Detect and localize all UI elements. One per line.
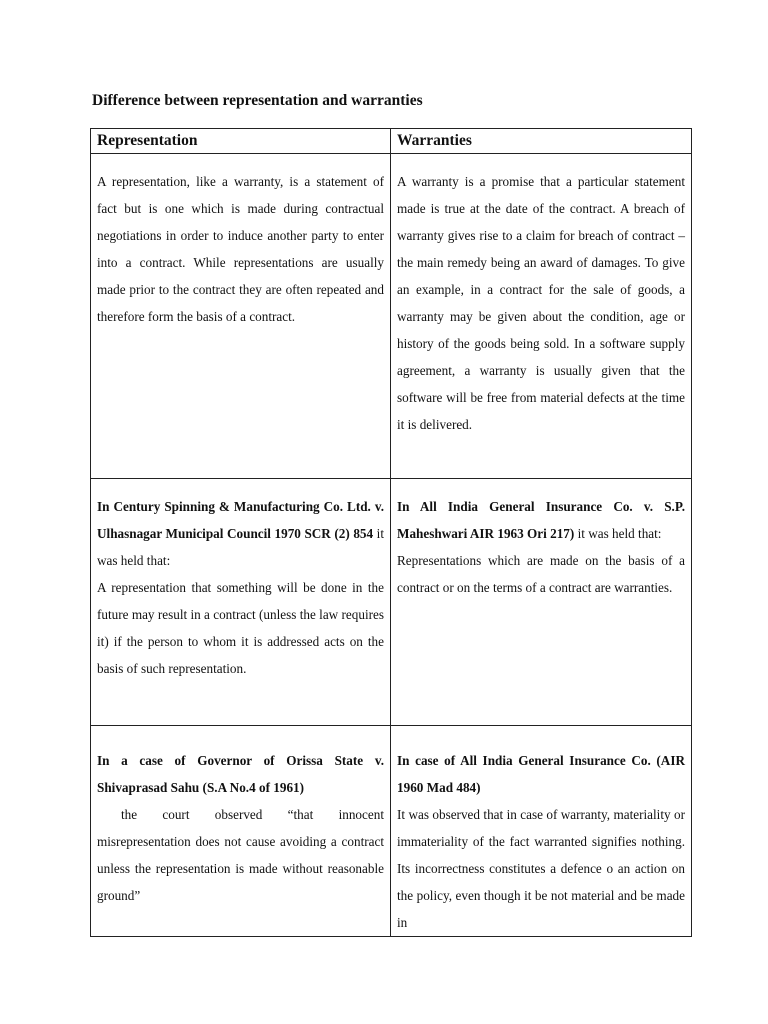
warranty-definition: A warranty is a promise that a particular statement made is true at the date of the contract. A breach of warranty gives rise to a claim for breach of contract – the main remedy being an award of damages. To give an example, in a contract for the sale of goods, a warranty may be given about the condition, age or history of the goods being sold. In a software supply agreement, a warranty is usually given that the software will be free from material defects at the time it is delivered. [397, 174, 685, 432]
header-representation: Representation [91, 129, 391, 154]
representation-definition: A representation, like a warranty, is a statement of fact but is one which is made during contractual negotiations in order to induce another party to enter into a contract. While representations are usually made prior to the contract they are often repeated and therefore form the basis of a contract. [97, 174, 384, 324]
case-citation: In Century Spinning & Manufacturing Co. Ltd. v. Ulhasnagar Municipal Council 1970 SCR (2) 854 [97, 499, 384, 541]
header-warranties: Warranties [391, 129, 692, 154]
comparison-table [90, 128, 692, 937]
case-citation: In case of All India General Insurance Co. (AIR 1960 Mad 484) [397, 753, 685, 795]
held-text: it was held that: [574, 526, 662, 541]
warranty-definition-cell [391, 154, 692, 479]
case-intro [397, 493, 685, 547]
century-spinning-cell [91, 479, 391, 726]
case-holding: It was observed that in case of warranty, materiality or immateriality of the fact warranted signifies nothing. Its incorrectness constitutes a defence o an action on the policy, even though it be not material and be made in [397, 807, 685, 930]
case-holding: A representation that something will be done in the future may result in a contract (unless the law requires it) if the person to whom it is addressed acts on the basis of such representation. [97, 580, 384, 676]
case-citation: In All India General Insurance Co. v. S.P. Maheshwari AIR 1963 Ori 217) [397, 499, 685, 541]
table-row [91, 479, 692, 726]
case-holding: the court observed “that innocent misrepresentation does not cause avoiding a contract unless the representation is made without reasonable ground” [97, 807, 384, 903]
document-title: Difference between representation and warranties [92, 92, 423, 109]
case-citation: In a case of Governor of Orissa State v. Shivaprasad Sahu (S.A No.4 of 1961) [97, 753, 384, 795]
case-intro [97, 493, 384, 574]
table-header-row [91, 129, 692, 154]
orissa-case-cell [91, 726, 391, 937]
representation-definition-cell [91, 154, 391, 479]
table-row [91, 154, 692, 479]
table-row [91, 726, 692, 937]
madras-case-cell [391, 726, 692, 937]
case-holding: Representations which are made on the basis of a contract or on the terms of a contract are warranties. [397, 553, 685, 595]
held-text: it was held that: [97, 526, 384, 568]
maheshwari-cell [391, 479, 692, 726]
